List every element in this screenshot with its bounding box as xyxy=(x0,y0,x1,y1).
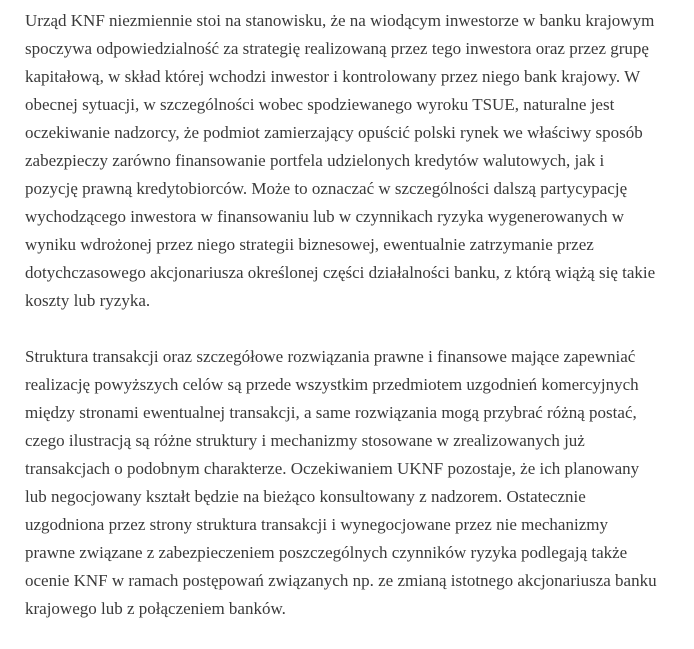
paragraph-1-line: spoczywa odpowiedzialność za strategię realizowaną przez tego inwestora oraz przez grupę xyxy=(25,39,649,58)
paragraph-1-line: wychodzącego inwestora w finansowaniu lub w czynnikach ryzyka wygenerowanych w xyxy=(25,207,625,226)
paragraph-2-line: krajowego lub z połączeniem banków. xyxy=(25,599,286,618)
article-body xyxy=(25,7,665,623)
paragraph-2-line: ocenie KNF w ramach postępowań związanych np. ze zmianą istotnego akcjonariusza banku xyxy=(25,571,657,590)
paragraph-2-line: lub negocjowany kształt będzie na bieżąco konsultowany z nadzorem. Ostatecznie xyxy=(25,487,586,506)
paragraph-1-line: dotychczasowego akcjonariusza określonej części działalności banku, z którą wiążą się takie xyxy=(25,263,656,282)
paragraph-2-line: realizację powyższych celów są przede wszystkim przedmiotem uzgodnień komercyjnych xyxy=(25,375,639,394)
paragraph-2-line: transakcjach o podobnym charakterze. Oczekiwaniem UKNF pozostaje, że ich planowany xyxy=(25,459,640,478)
paragraph-1-line: kapitałową, w skład której wchodzi inwestor i kontrolowany przez niego bank krajowy. W xyxy=(25,67,641,86)
paragraph-1-line: wyniku wdrożonej przez niego strategii biznesowej, ewentualnie zatrzymanie przez xyxy=(25,235,594,254)
paragraph-1-line: pozycję prawną kredytobiorców. Może to oznaczać w szczególności dalszą partycypację xyxy=(25,179,628,198)
paragraph-2-line: uzgodniona przez strony struktura transakcji i wynegocjowane przez nie mechanizmy xyxy=(25,515,608,534)
paragraph-1-line: obecnej sytuacji, w szczególności wobec spodziewanego wyroku TSUE, naturalne jest xyxy=(25,95,615,114)
paragraph-1-line: oczekiwanie nadzorcy, że podmiot zamierzający opuścić polski rynek we właściwy sposób xyxy=(25,123,643,142)
paragraph-1-line: koszty lub ryzyka. xyxy=(25,291,151,310)
paragraph-1-line: zabezpieczy zarówno finansowanie portfela udzielonych kredytów walutowych, jak i xyxy=(25,151,605,170)
paragraph-2-line: Struktura transakcji oraz szczegółowe rozwiązania prawne i finansowe mające zapewniać xyxy=(25,347,636,366)
paragraph-1-line: Urząd KNF niezmiennie stoi na stanowisku, że na wiodącym inwestorze w banku krajowym xyxy=(25,11,655,30)
paragraph-2-line: między stronami ewentualnej transakcji, a same rozwiązania mogą przybrać różną postać, xyxy=(25,403,637,422)
paragraph-2 xyxy=(25,343,665,623)
paragraph-1 xyxy=(25,7,665,315)
paragraph-2-line: prawne związane z zabezpieczeniem poszczególnych czynników ryzyka podlegają także xyxy=(25,543,628,562)
paragraph-2-line: czego ilustracją są różne struktury i mechanizmy stosowane w zrealizowanych już xyxy=(25,431,585,450)
